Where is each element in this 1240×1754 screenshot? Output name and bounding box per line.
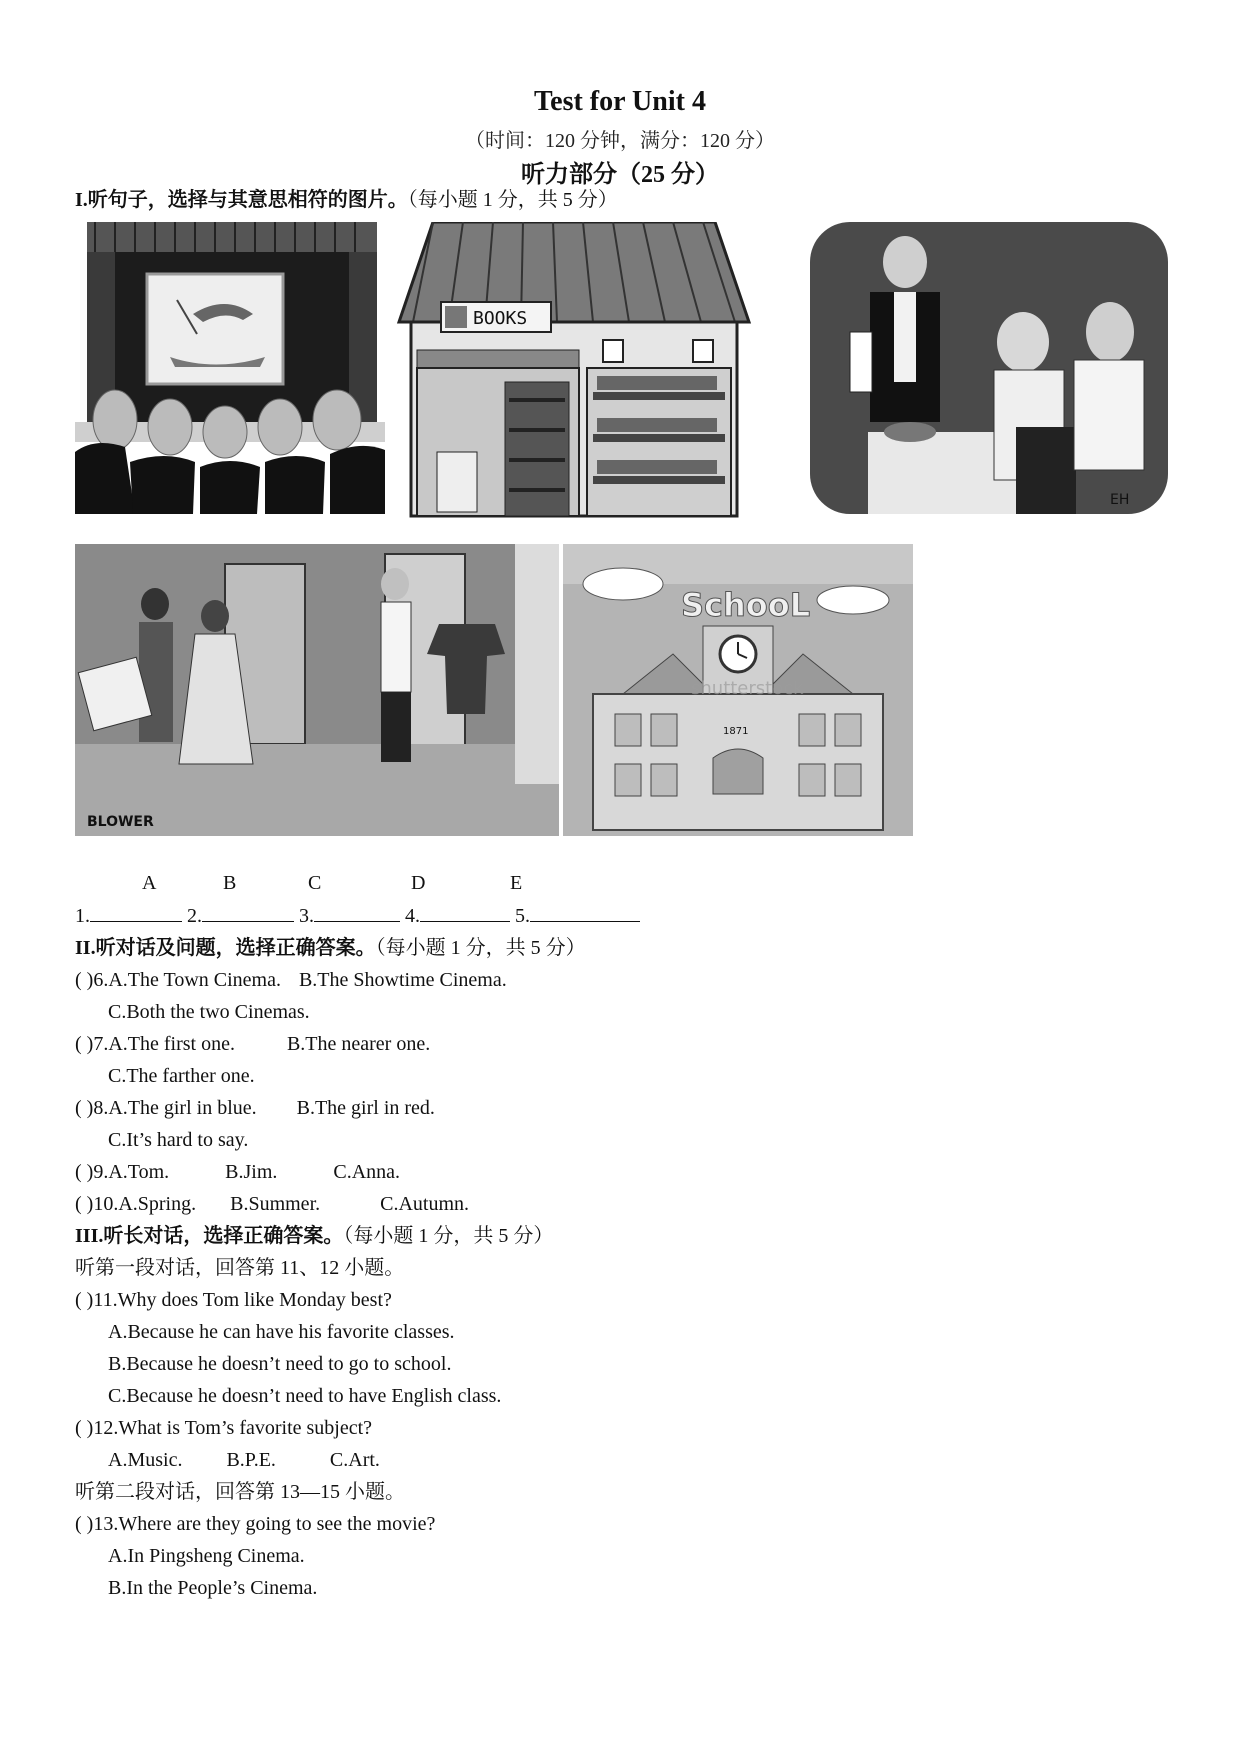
answer-blank-5[interactable] xyxy=(530,903,640,922)
question-11-option-b: B.Because he doesn’t need to go to school. xyxy=(108,1353,452,1375)
picture-d-signature: BLOWER xyxy=(87,814,154,830)
question-8-option-b: B.The girl in red. xyxy=(296,1097,435,1119)
section-1-heading-line xyxy=(75,186,618,214)
picture-letter-c: C xyxy=(308,872,322,894)
question-6-option-a: ( )6.A.The Town Cinema. xyxy=(75,969,281,991)
section-3-heading-line xyxy=(75,1222,553,1250)
answer-label-3: 3. xyxy=(299,905,314,927)
question-7-option-c: C.The farther one. xyxy=(108,1065,255,1087)
answer-blank-3[interactable] xyxy=(314,903,400,922)
listening-part-heading: 听力部分（25 分） xyxy=(521,162,719,188)
section-1-heading: I.听句子，选择与其意思相符的图片。 xyxy=(75,189,408,211)
question-7-option-b: B.The nearer one. xyxy=(286,1033,431,1055)
question-12-option-a: A.Music. xyxy=(108,1449,183,1471)
question-13-option-b: B.In the People’s Cinema. xyxy=(108,1577,318,1599)
picture-a-cinema xyxy=(75,222,385,514)
answer-blank-2[interactable] xyxy=(202,903,294,922)
answer-label-2: 2. xyxy=(187,905,202,927)
question-9-option-c: C.Anna. xyxy=(333,1161,401,1183)
question-9-option-a: ( )9.A.Tom. xyxy=(75,1161,170,1183)
section-2-heading-line xyxy=(75,934,586,962)
picture-c-signature: EH xyxy=(1110,492,1130,508)
answer-label-5: 5. xyxy=(515,905,530,927)
bookstore-sign-text: BOOKS xyxy=(473,308,528,329)
picture-e-watermark: shutterstock xyxy=(691,678,804,699)
time-score-note: （时间：120 分钟，满分：120 分） xyxy=(465,130,775,152)
question-11-option-a: A.Because he can have his favorite classes. xyxy=(108,1321,455,1343)
dialog-2-instruction: 听第二段对话，回答第 13—15 小题。 xyxy=(75,1481,405,1503)
picture-letter-d: D xyxy=(411,872,426,894)
section-3-scoring: （每小题 1 分，共 5 分） xyxy=(343,1225,554,1247)
question-6-option-b: B.The Showtime Cinema. xyxy=(298,969,507,991)
question-11: ( )11.Why does Tom like Monday best? xyxy=(75,1289,392,1311)
question-12-option-c: C.Art. xyxy=(329,1449,380,1471)
question-8-option-a: ( )8.A.The girl in blue. xyxy=(75,1097,257,1119)
question-10-option-b: B.Summer. xyxy=(230,1193,321,1215)
page-title: Test for Unit 4 xyxy=(534,86,706,117)
question-13: ( )13.Where are they going to see the movie? xyxy=(75,1513,436,1535)
picture-d-clothes-store xyxy=(75,544,559,836)
question-6-option-c: C.Both the two Cinemas. xyxy=(108,1001,310,1023)
question-8-option-c: C.It’s hard to say. xyxy=(108,1129,249,1151)
question-8 xyxy=(75,1094,435,1122)
question-12: ( )12.What is Tom’s favorite subject? xyxy=(75,1417,373,1439)
dialog-1-instruction: 听第一段对话，回答第 11、12 小题。 xyxy=(75,1257,405,1279)
answer-blank-1[interactable] xyxy=(90,903,182,922)
picture-b-bookstore xyxy=(393,222,755,518)
picture-letter-b: B xyxy=(223,872,237,894)
section-2-scoring: （每小题 1 分，共 5 分） xyxy=(375,937,586,959)
section-3-heading: III.听长对话，选择正确答案。 xyxy=(75,1225,344,1247)
question-12-option-b: B.P.E. xyxy=(226,1449,276,1471)
question-9-option-b: B.Jim. xyxy=(225,1161,278,1183)
question-10 xyxy=(75,1190,469,1218)
question-9 xyxy=(75,1158,400,1186)
question-12-options xyxy=(108,1446,380,1474)
question-13-option-a: A.In Pingsheng Cinema. xyxy=(108,1545,305,1567)
question-6 xyxy=(75,966,507,994)
answer-label-4: 4. xyxy=(405,905,420,927)
picture-letter-e: E xyxy=(510,872,523,894)
picture-letter-a: A xyxy=(142,872,157,894)
school-sign-text: SchooL xyxy=(681,586,811,624)
school-year-text: 1871 xyxy=(723,726,749,737)
answer-label-1: 1. xyxy=(75,905,90,927)
question-10-option-c: C.Autumn. xyxy=(380,1193,470,1215)
picture-c-restaurant xyxy=(810,222,1168,514)
question-7-option-a: ( )7.A.The first one. xyxy=(75,1033,235,1055)
section-2-heading: II.听对话及问题，选择正确答案。 xyxy=(75,937,376,959)
answer-blank-4[interactable] xyxy=(420,903,510,922)
question-10-option-a: ( )10.A.Spring. xyxy=(75,1193,197,1215)
question-11-option-c: C.Because he doesn’t need to have English class. xyxy=(108,1385,502,1407)
section-1-answer-line xyxy=(75,902,640,930)
section-1-scoring: （每小题 1 分，共 5 分） xyxy=(407,189,618,211)
picture-e-school xyxy=(563,544,913,836)
question-7 xyxy=(75,1030,430,1058)
